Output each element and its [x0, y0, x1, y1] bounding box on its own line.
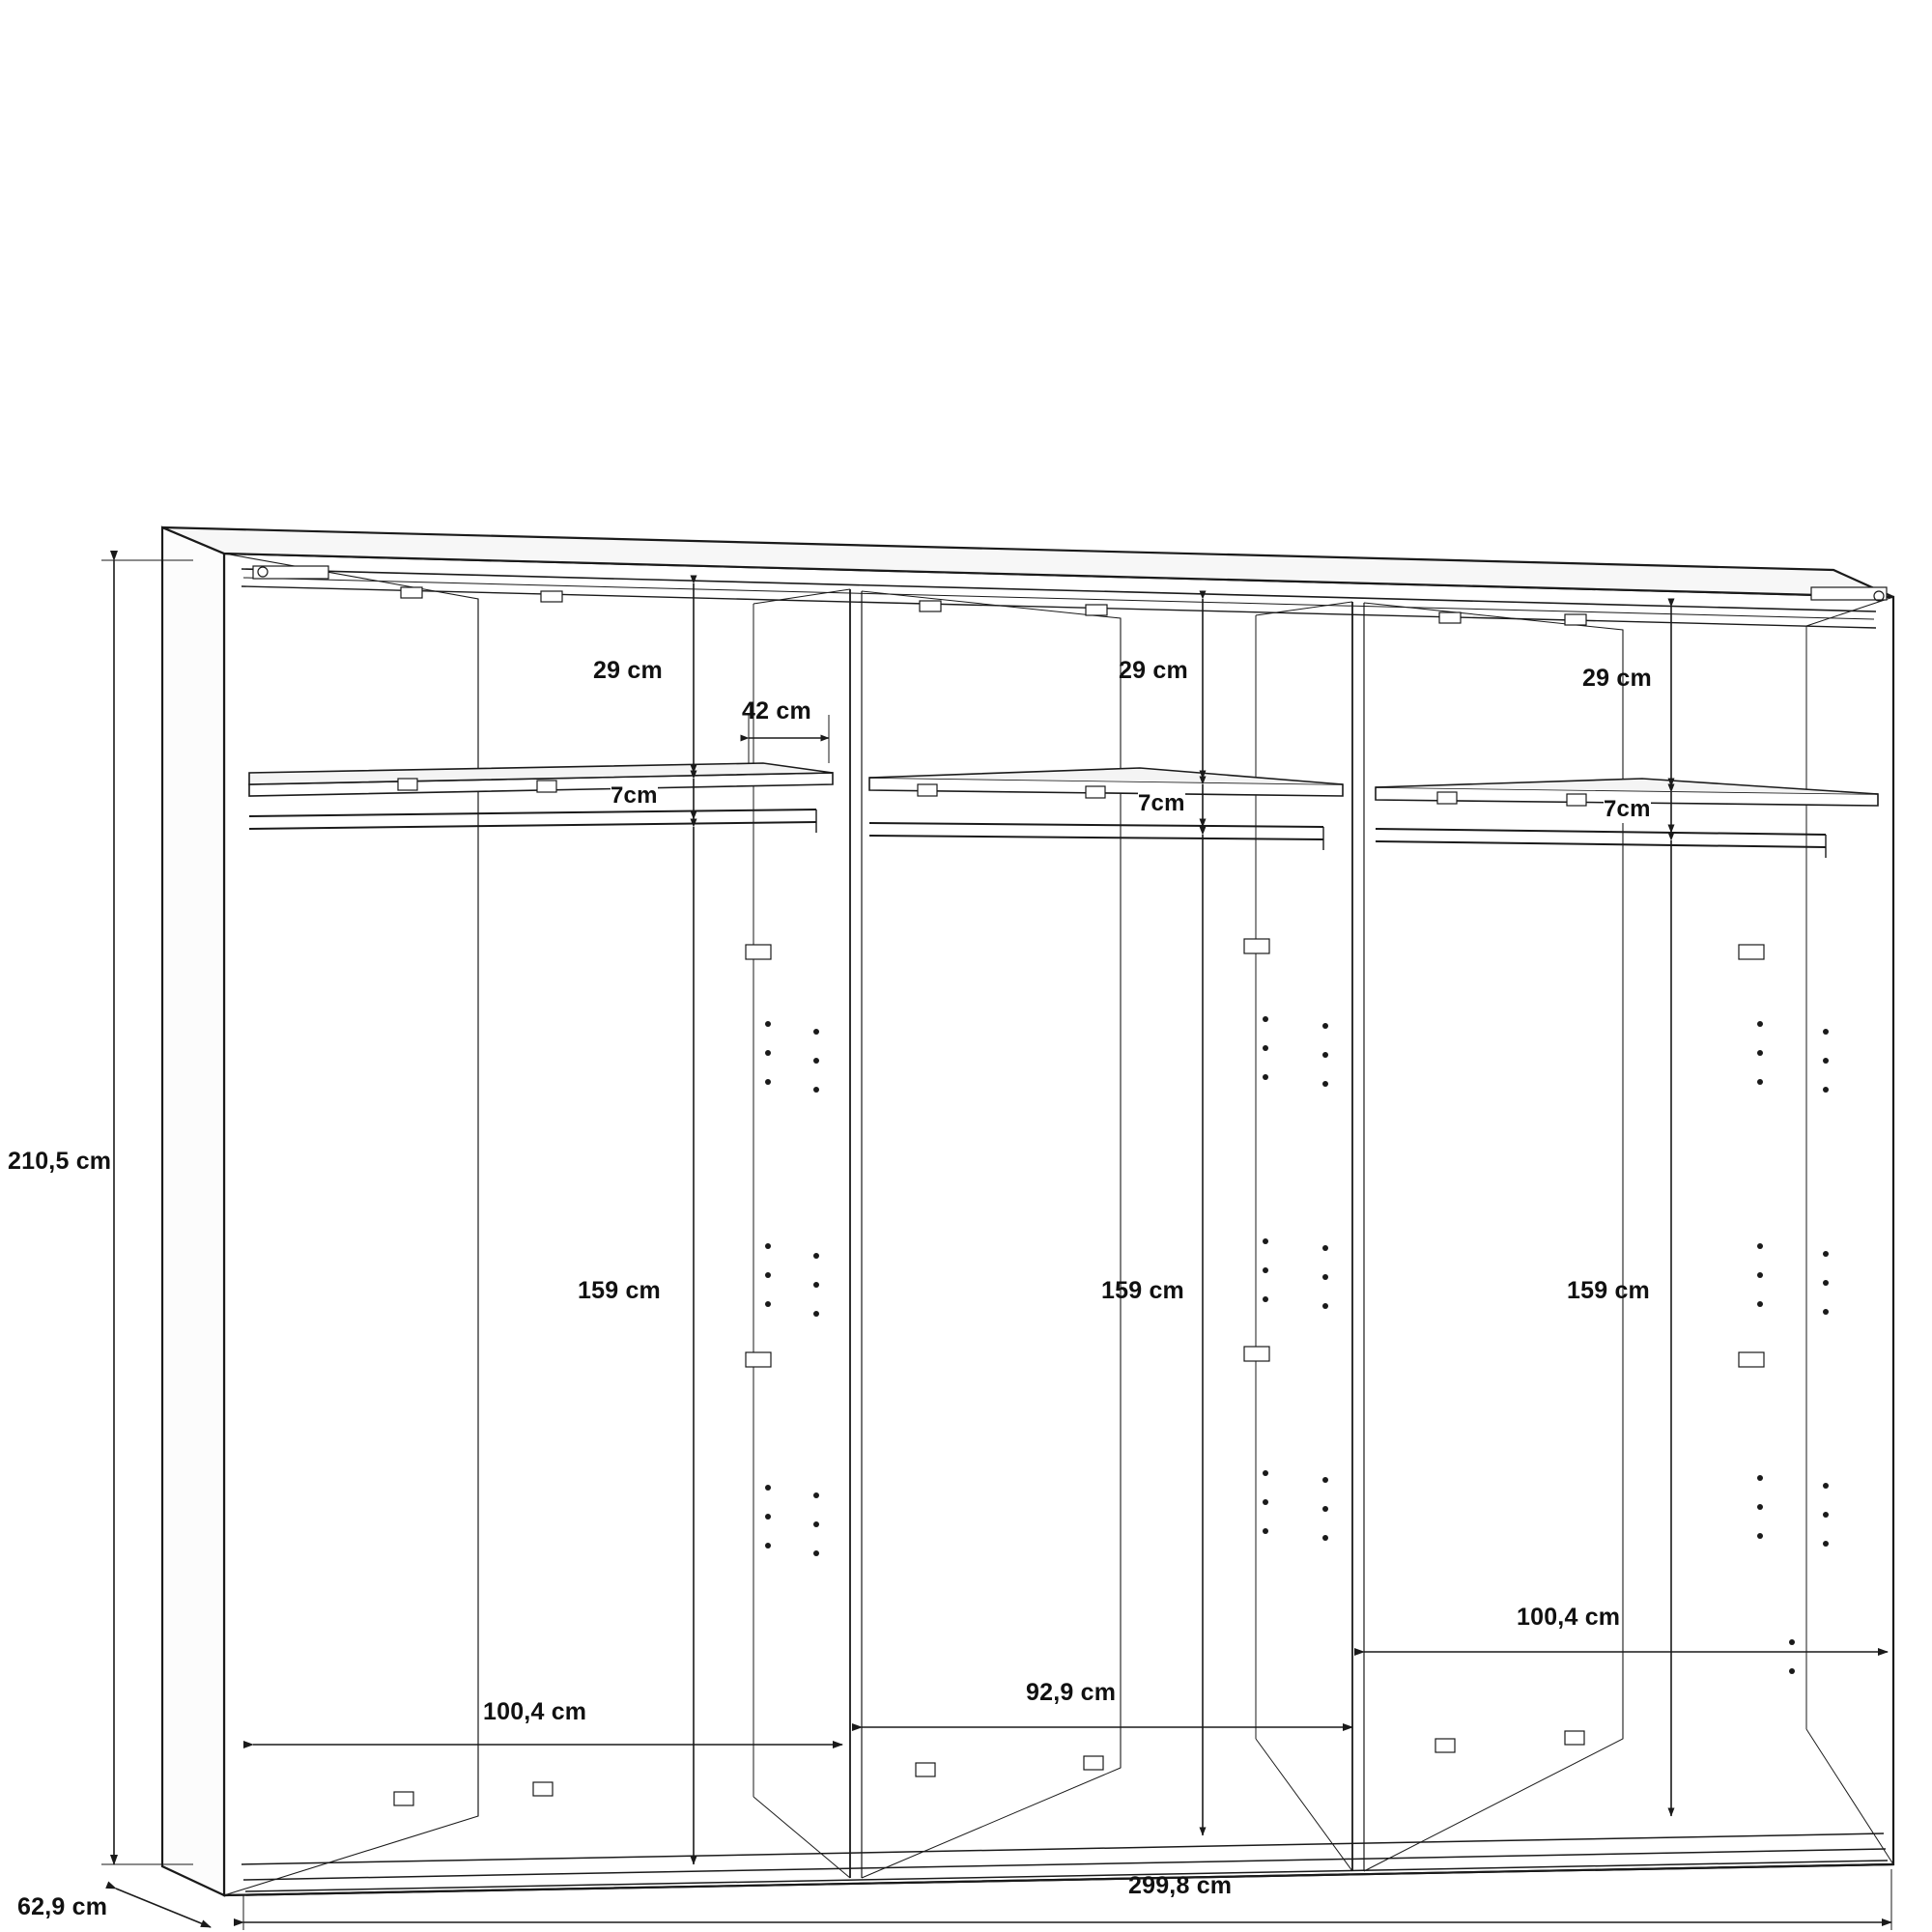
dim-label-shelf-rail-left: 7cm — [611, 782, 658, 809]
dim-label-top-compartment-right: 29 cm — [1582, 665, 1652, 692]
dim-label-width-middle: 92,9 cm — [1026, 1679, 1117, 1706]
dim-label-top-compartment-left: 29 cm — [593, 657, 663, 684]
dim-label-shelf-rail-right: 7cm — [1604, 796, 1651, 822]
dim-label-overall-height: 210,5 cm — [8, 1148, 112, 1175]
dim-label-overall-depth: 62,9 cm — [17, 1893, 108, 1920]
dim-label-overall-width: 299,8 cm — [1128, 1872, 1233, 1899]
dim-label-hanging-left: 159 cm — [578, 1277, 661, 1304]
dim-label-shelf-depth: 42 cm — [742, 697, 811, 724]
dim-label-shelf-rail-middle: 7cm — [1138, 790, 1185, 816]
dim-label-width-left: 100,4 cm — [483, 1698, 587, 1725]
dim-label-hanging-middle: 159 cm — [1101, 1277, 1184, 1304]
dim-label-width-right: 100,4 cm — [1517, 1604, 1621, 1631]
dim-label-hanging-right: 159 cm — [1567, 1277, 1650, 1304]
dim-label-top-compartment-middle: 29 cm — [1119, 657, 1188, 684]
